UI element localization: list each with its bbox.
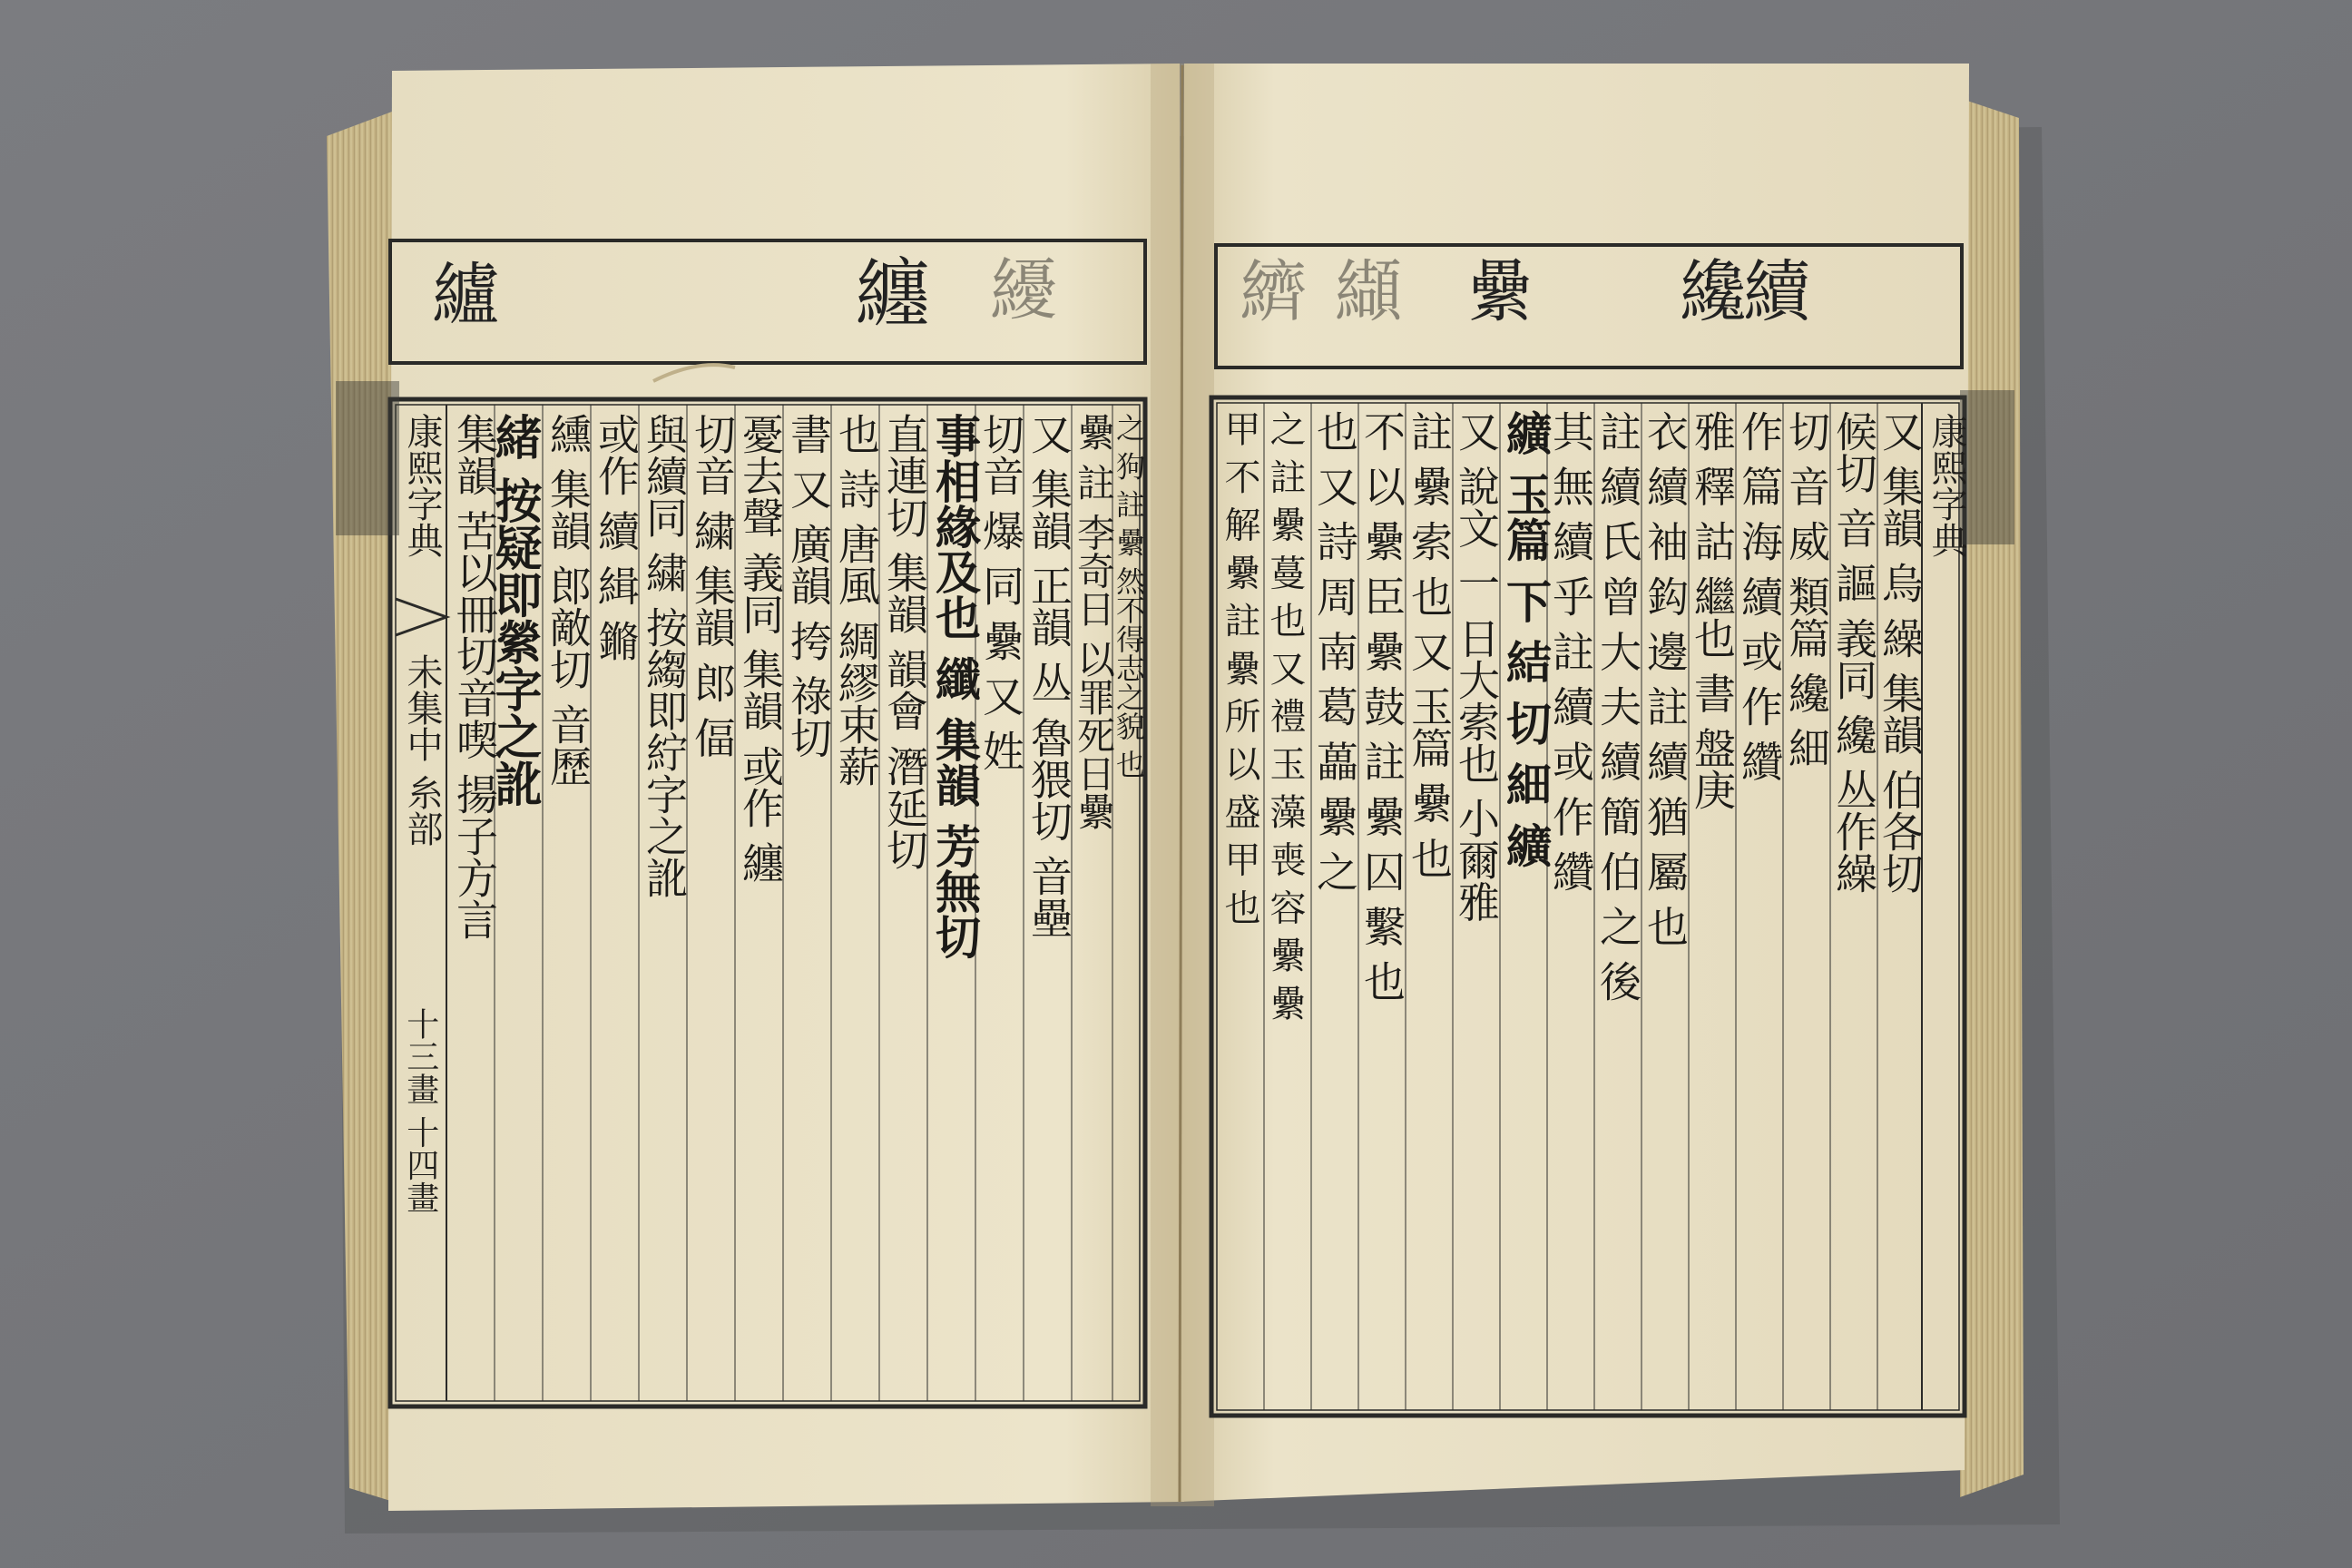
left-column-12: 切音 爆 同 纍 又 姓	[976, 413, 1025, 772]
left-column-10: 直連切 集韻 韻會 潛延切	[880, 413, 929, 870]
left-column-11: 事相緣及也 纖 集韻 芳無切	[928, 413, 982, 960]
left-head-glyph-1: 纑	[421, 259, 499, 326]
left-column-5: 與續同 繍 按縐即紵字之訛	[640, 413, 689, 899]
right-column-7: 註 續 氏 曾 大 夫 續 簡 伯 之 後	[1593, 410, 1642, 1003]
left-column-4: 或作 續 緝 鏅	[592, 413, 641, 662]
right-head-glyph-4: 纈	[1324, 256, 1402, 323]
left-column-8: 書 又 廣韻 挎 祿切	[784, 413, 833, 759]
right-column-3: 切 音 威 類篇 纔 細	[1782, 410, 1831, 769]
right-column-12: 不 以 纍 臣 纍 鼓 註 纍 囚 繫 也	[1357, 410, 1406, 1003]
left-column-2: 緒 按疑即縈字之訛	[486, 413, 542, 808]
left-column-13: 又 集韻 正韻 丛 魯猥切 音壘	[1024, 413, 1073, 939]
right-head-glyph-1: 續	[1732, 256, 1810, 323]
left-head-glyph-3: 纋	[979, 254, 1057, 321]
left-column-3: 纁 集韻 郎敵切 音歷	[544, 413, 593, 787]
right-column-15: 甲 不 解 纍 註 纍 所 以 盛 甲 也	[1219, 410, 1260, 926]
right-column-5: 雅 釋 詁 繼也 書 盤庚	[1688, 410, 1737, 811]
left-margin-section: 未集中 糸部	[401, 653, 443, 847]
left-column-14: 纍 註 李奇日 以罪死日纍	[1072, 413, 1116, 831]
right-column-11: 註 纍 索 也 又 玉篇 纍 也	[1405, 410, 1454, 879]
left-column-6: 切音 繍 集韻 郎 偪	[688, 413, 737, 759]
right-column-14: 之 註 纍 蔓 也 又 禮 玉 藻 喪 容 纍 纍	[1264, 410, 1306, 1021]
right-column-9: 纊 玉篇 下 結 切 細 纊	[1499, 410, 1553, 868]
left-head-glyph-2: 纏	[843, 254, 929, 328]
right-column-1: 又 集韻 烏 繰 集韻 伯各切	[1876, 410, 1925, 895]
right-column-13: 也 又 詩 周 南 葛 藟 纍 之	[1310, 410, 1359, 892]
left-margin-title: 康熙字典	[401, 413, 443, 558]
left-column-7: 憂去聲 義同 集韻 或作 纏	[736, 413, 785, 884]
right-margin-title: 康熙字典	[1926, 413, 1967, 558]
left-margin-count: 十三畫 十四畫	[401, 1007, 439, 1214]
right-column-6: 衣 續 袖 鈎 邊 註 續 猶 屬 也	[1641, 410, 1690, 947]
right-head-glyph-2: 纔	[1669, 256, 1747, 323]
left-column-15: 之 狗 註 纍 然不得志之貌 也	[1112, 413, 1146, 779]
right-column-8: 其 無 續 乎 註 續 或 作 纘	[1546, 410, 1595, 892]
right-column-2: 候切 音 謳 義同 纔 丛作繰	[1829, 410, 1878, 895]
right-head-glyph-3: 纍	[1455, 256, 1534, 323]
right-page-edges	[1960, 100, 2024, 1497]
right-head-glyph-5: 纃	[1229, 256, 1307, 323]
right-column-10: 又 說文 一 日大索也 小爾雅	[1452, 410, 1501, 923]
left-column-9: 也 詩 唐風 綢繆束薪	[832, 413, 881, 787]
left-column-1: 集韻 苦以冊切音喫 揚子方言	[450, 413, 499, 941]
right-column-4: 作 篇 海 續 或 作 纘	[1735, 410, 1784, 782]
